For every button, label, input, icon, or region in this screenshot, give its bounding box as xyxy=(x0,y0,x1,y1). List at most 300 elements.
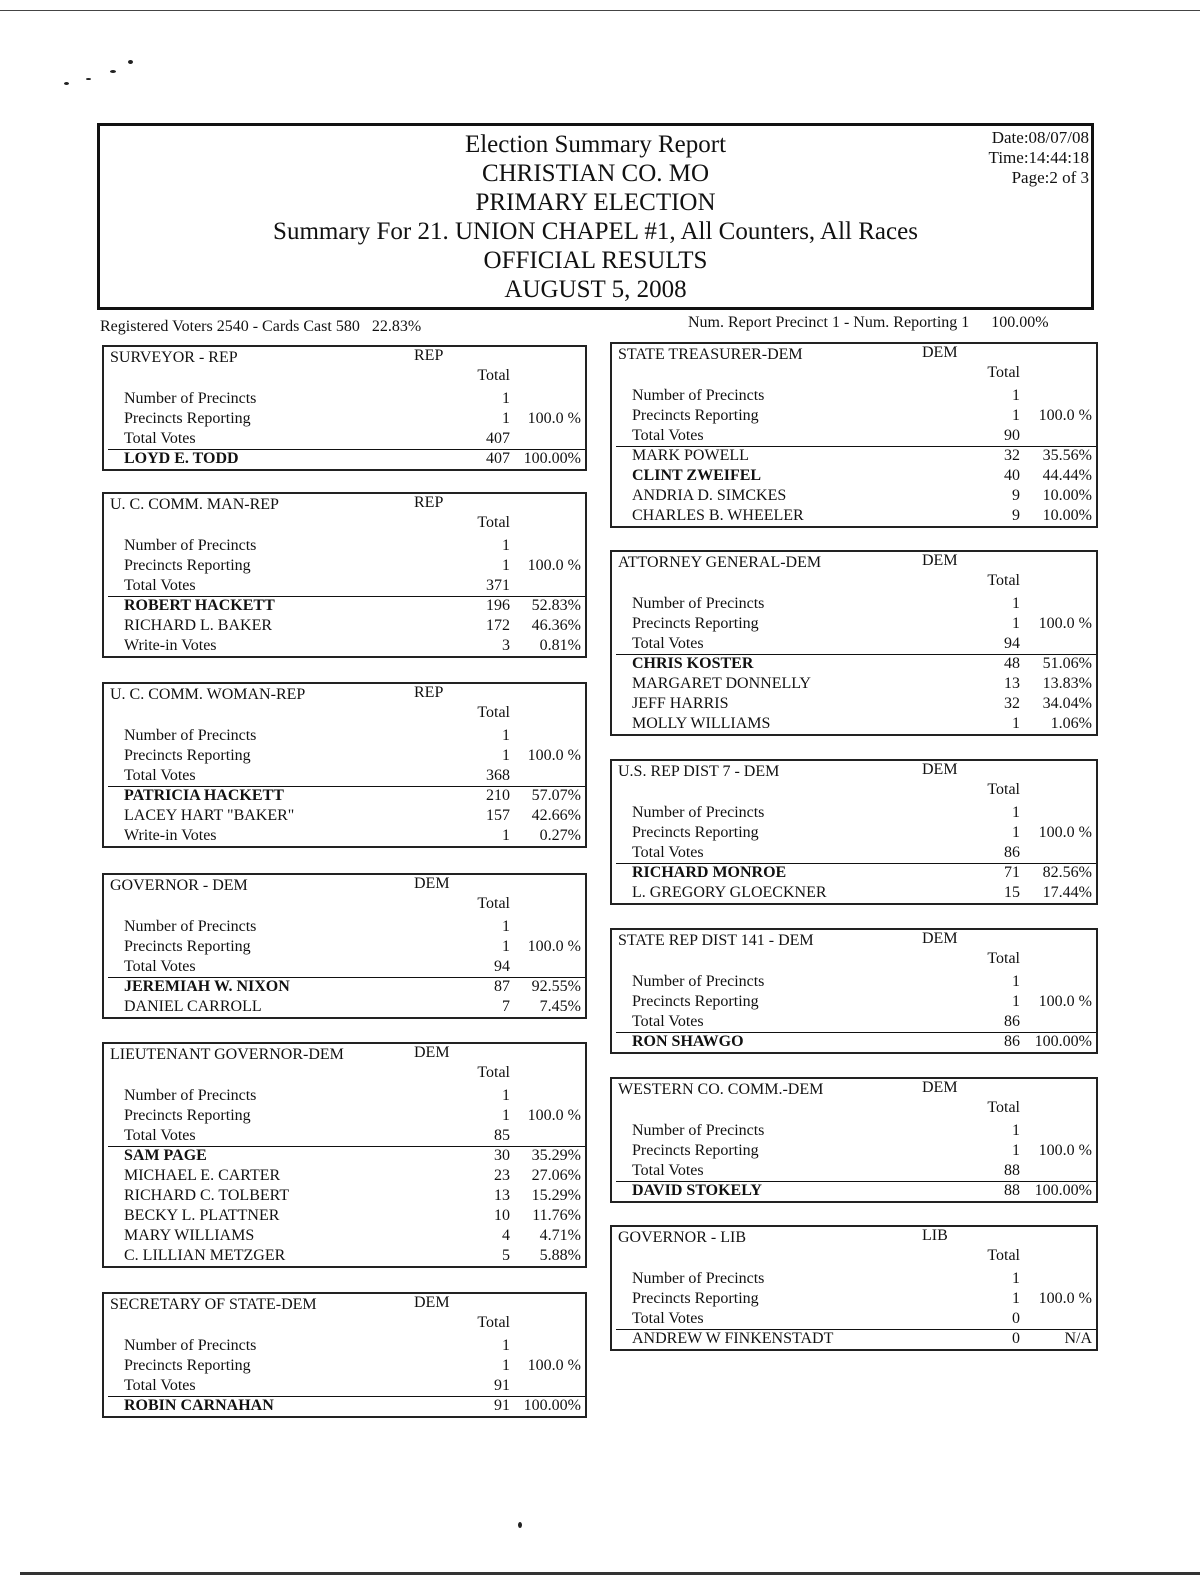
precincts-reporting-row-label: Precincts Reporting xyxy=(124,1357,251,1374)
race-box xyxy=(610,550,1098,736)
candidate-row-percent: 46.36% xyxy=(531,617,581,634)
race-box xyxy=(610,1225,1098,1351)
candidate-row xyxy=(104,997,585,1017)
scan-speck xyxy=(86,78,91,80)
total-votes-row-value: 90 xyxy=(1004,427,1020,444)
candidate-row xyxy=(612,674,1096,694)
precincts-reporting-summary xyxy=(688,314,1049,332)
candidate-row-percent: 10.00% xyxy=(1042,487,1092,504)
precincts-reporting-row-value: 1 xyxy=(1012,1142,1020,1159)
candidate-row-percent: 42.66% xyxy=(531,807,581,824)
precincts-reporting-row-label: Precincts Reporting xyxy=(632,824,759,841)
candidate-row-label: JEFF HARRIS xyxy=(632,695,729,712)
candidate-row-label: LOYD E. TODD xyxy=(124,450,239,467)
candidate-row-value: 0 xyxy=(1012,1330,1020,1347)
candidate-row-percent: 52.83% xyxy=(531,597,581,614)
candidate-row xyxy=(104,1146,585,1166)
race-box xyxy=(102,1042,587,1268)
candidate-row-value: 86 xyxy=(1004,1033,1020,1050)
total-votes-row xyxy=(104,1126,585,1146)
race-party: LIB xyxy=(922,1227,948,1244)
race-title: GOVERNOR - DEM xyxy=(110,877,248,894)
total-column-header: Total xyxy=(477,514,510,531)
candidate-row xyxy=(104,1396,585,1416)
candidate-row-percent: N/A xyxy=(1064,1330,1092,1347)
precincts-reporting-row-label: Precincts Reporting xyxy=(632,407,759,424)
number-of-precincts-row-label: Number of Precincts xyxy=(124,1337,257,1354)
candidate-row-value: 9 xyxy=(1012,507,1020,524)
candidate-row-label: Write-in Votes xyxy=(124,637,217,654)
title-line: Election Summary Report xyxy=(464,131,727,158)
candidate-row-value: 1 xyxy=(1012,715,1020,732)
candidate-row-label: Write-in Votes xyxy=(124,827,217,844)
candidate-row xyxy=(612,883,1096,903)
total-votes-row-label: Total Votes xyxy=(124,577,196,594)
precincts-reporting-row xyxy=(612,992,1096,1012)
candidate-row-value: 7 xyxy=(502,998,510,1015)
total-votes-row xyxy=(104,766,585,786)
scan-speck xyxy=(128,60,133,64)
candidate-row-label: DANIEL CARROLL xyxy=(124,998,262,1015)
candidate-row-label: MICHAEL E. CARTER xyxy=(124,1167,281,1184)
candidate-row-label: RON SHAWGO xyxy=(632,1033,744,1050)
race-box xyxy=(610,342,1098,528)
candidate-row-label: RICHARD C. TOLBERT xyxy=(124,1187,290,1204)
candidate-row-percent: 35.56% xyxy=(1042,447,1092,464)
precincts-reporting-row-percent: 100.0 % xyxy=(527,938,581,955)
number-of-precincts-row xyxy=(104,1336,585,1356)
report-meta xyxy=(989,128,1089,188)
candidate-row-percent: 51.06% xyxy=(1042,655,1092,672)
candidate-row xyxy=(104,449,585,469)
candidate-row-percent: 82.56% xyxy=(1042,864,1092,881)
precincts-reporting-row-value: 1 xyxy=(1012,1290,1020,1307)
number-of-precincts-row-label: Number of Precincts xyxy=(124,918,257,935)
precincts-reporting-row-label: Precincts Reporting xyxy=(632,993,759,1010)
precincts-summary-pct: 100.00% xyxy=(991,314,1049,331)
total-column-header: Total xyxy=(477,1314,510,1331)
race-box xyxy=(102,1292,587,1418)
candidate-row-percent: 10.00% xyxy=(1042,507,1092,524)
report-date: Date:08/07/08 xyxy=(991,128,1089,147)
precincts-reporting-row-label: Precincts Reporting xyxy=(632,615,759,632)
precincts-reporting-row-value: 1 xyxy=(502,410,510,427)
number-of-precincts-row xyxy=(612,803,1096,823)
candidate-row-label: ROBERT HACKETT xyxy=(124,597,275,614)
race-title: U. C. COMM. WOMAN-REP xyxy=(110,686,306,703)
candidate-row-value: 48 xyxy=(1004,655,1020,672)
race-box xyxy=(102,492,587,658)
total-column-header: Total xyxy=(987,1247,1020,1264)
precincts-reporting-row-percent: 100.0 % xyxy=(1038,1290,1092,1307)
precincts-reporting-row-percent: 100.0 % xyxy=(527,1107,581,1124)
candidate-row-label: MOLLY WILLIAMS xyxy=(632,715,771,732)
race-box xyxy=(102,873,587,1019)
total-votes-row-value: 371 xyxy=(486,577,510,594)
precincts-reporting-row-value: 1 xyxy=(1012,993,1020,1010)
number-of-precincts-row-value: 1 xyxy=(502,390,510,407)
candidate-row-value: 32 xyxy=(1004,447,1020,464)
scan-edge-top xyxy=(0,10,1200,11)
number-of-precincts-row-label: Number of Precincts xyxy=(632,595,765,612)
candidate-row-percent: 100.00% xyxy=(1034,1182,1092,1199)
candidate-row xyxy=(612,654,1096,674)
scan-speck xyxy=(518,1522,522,1528)
title-line: AUGUST 5, 2008 xyxy=(504,276,687,303)
precincts-reporting-row-value: 1 xyxy=(502,747,510,764)
race-party: DEM xyxy=(922,761,958,778)
number-of-precincts-row xyxy=(104,1086,585,1106)
number-of-precincts-row-label: Number of Precincts xyxy=(632,804,765,821)
candidate-row-percent: 17.44% xyxy=(1042,884,1092,901)
candidate-row xyxy=(612,863,1096,883)
precincts-reporting-row xyxy=(104,1356,585,1376)
race-box xyxy=(610,759,1098,905)
title-line: OFFICIAL RESULTS xyxy=(483,247,708,274)
total-votes-row-value: 94 xyxy=(494,958,510,975)
candidate-row-percent: 1.06% xyxy=(1050,715,1092,732)
candidate-row-percent: 35.29% xyxy=(531,1147,581,1164)
candidate-row xyxy=(104,786,585,806)
candidate-row xyxy=(104,977,585,997)
total-votes-row-label: Total Votes xyxy=(632,427,704,444)
total-votes-row-label: Total Votes xyxy=(632,1013,704,1030)
candidate-row-percent: 44.44% xyxy=(1042,467,1092,484)
precincts-reporting-row xyxy=(104,556,585,576)
candidate-row-label: JEREMIAH W. NIXON xyxy=(124,978,290,995)
precincts-reporting-row xyxy=(104,409,585,429)
race-title: ATTORNEY GENERAL-DEM xyxy=(618,554,822,571)
number-of-precincts-row-label: Number of Precincts xyxy=(124,1087,257,1104)
race-party: DEM xyxy=(922,552,958,569)
report-title xyxy=(100,130,1091,304)
registered-voters-text: Registered Voters 2540 - Cards Cast 580 xyxy=(100,318,360,335)
candidate-row-value: 3 xyxy=(502,637,510,654)
number-of-precincts-row xyxy=(612,1269,1096,1289)
total-votes-row xyxy=(104,957,585,977)
total-column-header: Total xyxy=(987,950,1020,967)
total-votes-row xyxy=(612,426,1096,446)
candidate-row xyxy=(104,596,585,616)
total-votes-row-label: Total Votes xyxy=(124,958,196,975)
candidate-row-value: 32 xyxy=(1004,695,1020,712)
number-of-precincts-row-label: Number of Precincts xyxy=(632,1270,765,1287)
title-line: PRIMARY ELECTION xyxy=(475,189,716,216)
candidate-row xyxy=(104,806,585,826)
number-of-precincts-row-value: 1 xyxy=(502,537,510,554)
candidate-row xyxy=(612,1181,1096,1201)
candidate-row-percent: 15.29% xyxy=(531,1187,581,1204)
race-box xyxy=(610,1077,1098,1203)
number-of-precincts-row-label: Number of Precincts xyxy=(124,390,257,407)
number-of-precincts-row xyxy=(104,726,585,746)
total-column-header: Total xyxy=(987,572,1020,589)
candidate-row-value: 87 xyxy=(494,978,510,995)
candidate-row-value: 172 xyxy=(486,617,510,634)
total-votes-row-value: 85 xyxy=(494,1127,510,1144)
race-party: REP xyxy=(414,684,444,701)
candidate-row-percent: 92.55% xyxy=(531,978,581,995)
candidate-row-value: 9 xyxy=(1012,487,1020,504)
candidate-row-value: 71 xyxy=(1004,864,1020,881)
precincts-reporting-row-value: 1 xyxy=(1012,615,1020,632)
number-of-precincts-row-label: Number of Precincts xyxy=(124,727,257,744)
number-of-precincts-row xyxy=(104,917,585,937)
candidate-row xyxy=(612,466,1096,486)
candidate-row xyxy=(612,714,1096,734)
total-votes-row-label: Total Votes xyxy=(124,767,196,784)
candidate-row xyxy=(104,636,585,656)
candidate-row-label: ANDRIA D. SIMCKES xyxy=(632,487,787,504)
number-of-precincts-row xyxy=(612,972,1096,992)
number-of-precincts-row-value: 1 xyxy=(502,727,510,744)
candidate-row-value: 88 xyxy=(1004,1182,1020,1199)
race-box xyxy=(102,682,587,848)
candidate-row xyxy=(612,1032,1096,1052)
number-of-precincts-row xyxy=(612,594,1096,614)
candidate-row-value: 1 xyxy=(502,827,510,844)
total-votes-row-value: 88 xyxy=(1004,1162,1020,1179)
candidate-row-percent: 4.71% xyxy=(539,1227,581,1244)
precincts-summary-text: Num. Report Precinct 1 - Num. Reporting 1 xyxy=(688,314,970,331)
candidate-row xyxy=(612,694,1096,714)
candidate-row xyxy=(612,506,1096,526)
candidate-row xyxy=(612,1329,1096,1349)
total-votes-row xyxy=(104,1376,585,1396)
candidate-row-label: BECKY L. PLATTNER xyxy=(124,1207,280,1224)
precincts-reporting-row-label: Precincts Reporting xyxy=(124,557,251,574)
race-box xyxy=(102,345,587,471)
number-of-precincts-row xyxy=(104,389,585,409)
candidate-row-label: ROBIN CARNAHAN xyxy=(124,1397,274,1414)
candidate-row-percent: 57.07% xyxy=(531,787,581,804)
number-of-precincts-row-value: 1 xyxy=(1012,804,1020,821)
precincts-reporting-row-label: Precincts Reporting xyxy=(632,1290,759,1307)
race-party: REP xyxy=(414,347,444,364)
candidate-row-label: SAM PAGE xyxy=(124,1147,207,1164)
race-title: U.S. REP DIST 7 - DEM xyxy=(618,763,780,780)
total-votes-row xyxy=(612,1161,1096,1181)
registered-voters xyxy=(100,318,421,336)
precincts-reporting-row-value: 1 xyxy=(502,1107,510,1124)
candidate-row-label: LACEY HART "BAKER" xyxy=(124,807,295,824)
precincts-reporting-row-value: 1 xyxy=(502,1357,510,1374)
total-votes-row-value: 91 xyxy=(494,1377,510,1394)
number-of-precincts-row-label: Number of Precincts xyxy=(124,537,257,554)
candidate-row xyxy=(104,1186,585,1206)
number-of-precincts-row-value: 1 xyxy=(1012,1122,1020,1139)
number-of-precincts-row-value: 1 xyxy=(502,1087,510,1104)
total-votes-row xyxy=(612,634,1096,654)
total-column-header: Total xyxy=(987,1099,1020,1116)
total-votes-row-label: Total Votes xyxy=(124,430,196,447)
total-column-header: Total xyxy=(477,367,510,384)
report-header xyxy=(97,123,1094,310)
candidate-row-value: 407 xyxy=(486,450,510,467)
candidate-row-value: 15 xyxy=(1004,884,1020,901)
turnout-pct: 22.83% xyxy=(371,318,422,335)
precincts-reporting-row-label: Precincts Reporting xyxy=(124,747,251,764)
report-time: Time:14:44:18 xyxy=(988,148,1089,167)
candidate-row-value: 4 xyxy=(502,1227,510,1244)
total-column-header: Total xyxy=(987,364,1020,381)
candidate-row xyxy=(104,1166,585,1186)
candidate-row-label: CHARLES B. WHEELER xyxy=(632,507,804,524)
race-title: U. C. COMM. MAN-REP xyxy=(110,496,279,513)
candidate-row-value: 13 xyxy=(494,1187,510,1204)
candidate-row-percent: 34.04% xyxy=(1042,695,1092,712)
number-of-precincts-row-label: Number of Precincts xyxy=(632,1122,765,1139)
precincts-reporting-row-percent: 100.0 % xyxy=(1038,993,1092,1010)
race-party: DEM xyxy=(922,1079,958,1096)
total-column-header: Total xyxy=(477,704,510,721)
precincts-reporting-row-value: 1 xyxy=(1012,824,1020,841)
precincts-reporting-row xyxy=(104,937,585,957)
number-of-precincts-row-label: Number of Precincts xyxy=(632,387,765,404)
candidate-row-label: PATRICIA HACKETT xyxy=(124,787,284,804)
number-of-precincts-row xyxy=(612,1121,1096,1141)
number-of-precincts-row-value: 1 xyxy=(1012,1270,1020,1287)
candidate-row-label: C. LILLIAN METZGER xyxy=(124,1247,286,1264)
precincts-reporting-row-label: Precincts Reporting xyxy=(632,1142,759,1159)
precincts-reporting-row-value: 1 xyxy=(502,938,510,955)
precincts-reporting-row-percent: 100.0 % xyxy=(527,410,581,427)
candidate-row-value: 5 xyxy=(502,1247,510,1264)
candidate-row-percent: 0.27% xyxy=(539,827,581,844)
total-votes-row-label: Total Votes xyxy=(124,1377,196,1394)
race-title: SECRETARY OF STATE-DEM xyxy=(110,1296,317,1313)
candidate-row-percent: 5.88% xyxy=(539,1247,581,1264)
scan-speck xyxy=(64,82,69,85)
precincts-reporting-row-label: Precincts Reporting xyxy=(124,938,251,955)
total-votes-row-label: Total Votes xyxy=(632,1162,704,1179)
race-title: WESTERN CO. COMM.-DEM xyxy=(618,1081,824,1098)
total-votes-row xyxy=(104,576,585,596)
precincts-reporting-row-percent: 100.0 % xyxy=(1038,407,1092,424)
candidate-row-value: 210 xyxy=(486,787,510,804)
candidate-row-percent: 100.00% xyxy=(1034,1033,1092,1050)
number-of-precincts-row-label: Number of Precincts xyxy=(632,973,765,990)
candidate-row-percent: 0.81% xyxy=(539,637,581,654)
candidate-row-label: CHRIS KOSTER xyxy=(632,655,754,672)
candidate-row xyxy=(104,1246,585,1266)
candidate-row xyxy=(104,826,585,846)
candidate-row-label: L. GREGORY GLOECKNER xyxy=(632,884,827,901)
race-party: DEM xyxy=(922,930,958,947)
total-votes-row-label: Total Votes xyxy=(632,635,704,652)
candidate-row-label: DAVID STOKELY xyxy=(632,1182,762,1199)
candidate-row-value: 157 xyxy=(486,807,510,824)
race-title: GOVERNOR - LIB xyxy=(618,1229,746,1246)
precincts-reporting-row xyxy=(612,1141,1096,1161)
precincts-reporting-row-value: 1 xyxy=(1012,407,1020,424)
candidate-row xyxy=(104,1206,585,1226)
number-of-precincts-row-value: 1 xyxy=(502,918,510,935)
report-page: Page:2 of 3 xyxy=(1011,168,1089,187)
precincts-reporting-row-label: Precincts Reporting xyxy=(124,1107,251,1124)
precincts-reporting-row xyxy=(612,614,1096,634)
candidate-row xyxy=(612,446,1096,466)
number-of-precincts-row xyxy=(104,536,585,556)
candidate-row-label: ANDREW W FINKENSTADT xyxy=(632,1330,834,1347)
scan-speck xyxy=(110,70,116,73)
precincts-reporting-row xyxy=(612,823,1096,843)
candidate-row-value: 196 xyxy=(486,597,510,614)
candidate-row-percent: 7.45% xyxy=(539,998,581,1015)
candidate-row-percent: 100.00% xyxy=(523,1397,581,1414)
candidate-row xyxy=(104,616,585,636)
candidate-row-percent: 27.06% xyxy=(531,1167,581,1184)
candidate-row-percent: 100.00% xyxy=(523,450,581,467)
candidate-row-value: 40 xyxy=(1004,467,1020,484)
candidate-row-value: 10 xyxy=(494,1207,510,1224)
total-votes-row xyxy=(612,1012,1096,1032)
candidate-row-label: MARGARET DONNELLY xyxy=(632,675,811,692)
race-title: STATE REP DIST 141 - DEM xyxy=(618,932,814,949)
total-votes-row-label: Total Votes xyxy=(632,844,704,861)
precincts-reporting-row-percent: 100.0 % xyxy=(527,747,581,764)
race-party: DEM xyxy=(414,1044,450,1061)
total-votes-row-value: 407 xyxy=(486,430,510,447)
race-party: DEM xyxy=(414,1294,450,1311)
candidate-row-label: CLINT ZWEIFEL xyxy=(632,467,762,484)
number-of-precincts-row-value: 1 xyxy=(1012,387,1020,404)
candidate-row-value: 30 xyxy=(494,1147,510,1164)
candidate-row-label: MARY WILLIAMS xyxy=(124,1227,255,1244)
precincts-reporting-row xyxy=(104,746,585,766)
precincts-reporting-row-percent: 100.0 % xyxy=(1038,824,1092,841)
title-line: Summary For 21. UNION CHAPEL #1, All Counters, All Races xyxy=(273,218,918,245)
precincts-reporting-row-percent: 100.0 % xyxy=(527,1357,581,1374)
total-column-header: Total xyxy=(477,1064,510,1081)
total-votes-row-value: 94 xyxy=(1004,635,1020,652)
precincts-reporting-row xyxy=(612,1289,1096,1309)
race-title: SURVEYOR - REP xyxy=(110,349,238,366)
total-votes-row xyxy=(612,843,1096,863)
total-votes-row-value: 0 xyxy=(1012,1310,1020,1327)
number-of-precincts-row-value: 1 xyxy=(1012,595,1020,612)
candidate-row xyxy=(104,1226,585,1246)
total-votes-row-value: 368 xyxy=(486,767,510,784)
candidate-row xyxy=(612,486,1096,506)
precincts-reporting-row-label: Precincts Reporting xyxy=(124,410,251,427)
race-party: DEM xyxy=(922,344,958,361)
precincts-reporting-row xyxy=(104,1106,585,1126)
candidate-row-percent: 13.83% xyxy=(1042,675,1092,692)
race-box xyxy=(610,928,1098,1054)
total-votes-row-label: Total Votes xyxy=(632,1310,704,1327)
precincts-reporting-row-value: 1 xyxy=(502,557,510,574)
race-party: DEM xyxy=(414,875,450,892)
precincts-reporting-row-percent: 100.0 % xyxy=(1038,615,1092,632)
total-votes-row-value: 86 xyxy=(1004,844,1020,861)
race-party: REP xyxy=(414,494,444,511)
race-title: STATE TREASURER-DEM xyxy=(618,346,803,363)
total-votes-row-label: Total Votes xyxy=(124,1127,196,1144)
candidate-row-value: 23 xyxy=(494,1167,510,1184)
total-votes-row xyxy=(104,429,585,449)
candidate-row-value: 91 xyxy=(494,1397,510,1414)
candidate-row-label: MARK POWELL xyxy=(632,447,749,464)
number-of-precincts-row-value: 1 xyxy=(502,1337,510,1354)
title-line: CHRISTIAN CO. MO xyxy=(481,160,710,187)
scan-edge-bottom xyxy=(20,1572,1200,1575)
candidate-row-value: 13 xyxy=(1004,675,1020,692)
candidate-row-label: RICHARD MONROE xyxy=(632,864,787,881)
total-column-header: Total xyxy=(987,781,1020,798)
total-votes-row-value: 86 xyxy=(1004,1013,1020,1030)
total-votes-row xyxy=(612,1309,1096,1329)
